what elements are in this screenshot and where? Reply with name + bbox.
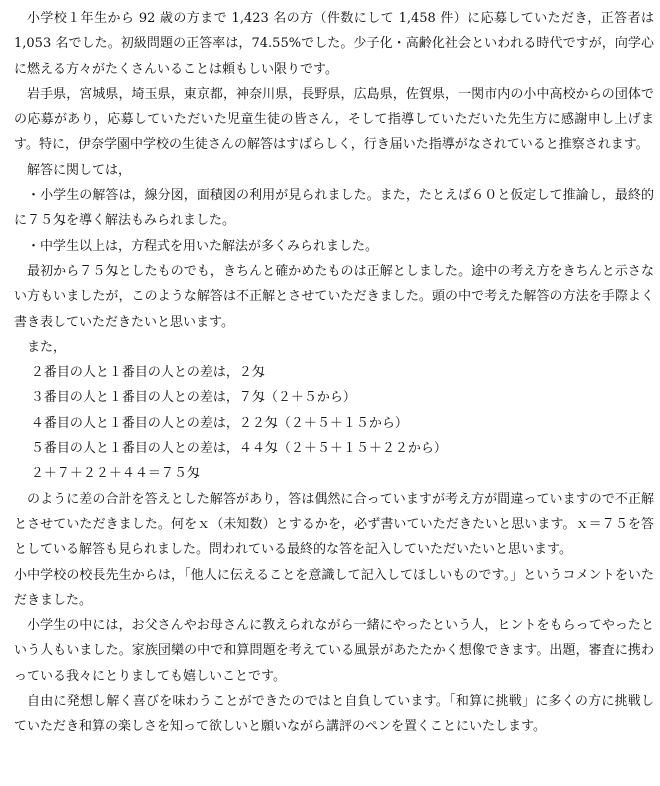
paragraph-groups: 岩手県，宮城県，埼玉県，東京都，神奈川県，長野県，広島県，佐賀県，一関市内の小中高校からの団体での応募があり，応募していただいた児童生徒の皆さん，そして指導していただいた先生方に感謝申し上げます。特に，伊奈学園中学校の生徒さんの解答はすばらしく，行き届いた指導がなされていると推察されます。 xyxy=(14,86,654,153)
document-body xyxy=(14,6,654,740)
paragraph-elementary: ・小学生の解答は，線分図，面積図の利用が見られました。また，たとえば６０と仮定して推論し，最終的に７５匁を導く解法もみられました。 xyxy=(14,188,654,229)
paragraph-summary: 小学校１年生から 92 歳の方まで 1,423 名の方（件数にして 1,458 件）に応募していただき，正答者は 1,053 名でした。初級問題の正答率は，74.55%でした。少子化・高齢化社会といわれる時代ですが，向学心に燃える方々がたくさんいることは頼もしい限りです。 xyxy=(14,11,654,77)
calc-line-3: ４番目の人と１番目の人との差は，２２匁（２＋５＋１５から） xyxy=(30,415,408,431)
paragraph-incorrect-method: のように差の合計を答えとした解答があり，答は偶然に合っていますが考え方が間違っていますので不正解とさせていただきました。何をｘ（未知数）とするかを，必ず書いていただきたいと思います。ｘ＝７５を答としている解答も見られました。問われている最終的な答を記入していただいたいと思います。 xyxy=(14,491,654,558)
paragraph-family: 小学生の中には，お父さんやお母さんに教えられながら一緒にやったという人，ヒントをもらってやったという人もいました。家族団欒の中で和算問題を考えている風景があたたかく想像できます。出題，審査に携わっている我々にとりましても嬉しいことです。 xyxy=(14,618,654,684)
calc-line-4: ５番目の人と１番目の人との差は，４４匁（２＋５＋１５＋２２から） xyxy=(30,441,447,457)
paragraph-answers-intro: 解答に関しては， xyxy=(27,162,132,178)
calc-line-1: ２番目の人と１番目の人との差は，２匁 xyxy=(30,365,265,381)
paragraph-also: また， xyxy=(27,339,67,355)
calc-line-sum: ２＋７＋２２＋４４＝７５匁 xyxy=(30,466,200,482)
calc-line-2: ３番目の人と１番目の人との差は，７匁（２＋５から） xyxy=(30,390,356,406)
paragraph-junior-high: ・中学生以上は，方程式を用いた解法が多くみられました。 xyxy=(27,238,379,254)
paragraph-closing: 自由に発想し解く喜びを味わうことができたのではと自負しています。「和算に挑戦」に多くの方に挑戦していただき和算の楽しさを知って欲しいと願いながら講評のペンを置くことにいたします。 xyxy=(14,694,654,735)
paragraph-checking: 最初から７５匁としたものでも，きちんと確かめたものは正解としました。途中の考え方をきちんと示さない方もいましたが，このような解答は不正解とさせていただきました。頭の中で考えた解答の方法を手際よく書き表していただきたいと思います。 xyxy=(14,263,654,330)
paragraph-principal-comment: 小中学校の校長先生からは，「他人に伝えることを意識して記入してほしいものです。」というコメントをいただきました。 xyxy=(14,567,654,608)
